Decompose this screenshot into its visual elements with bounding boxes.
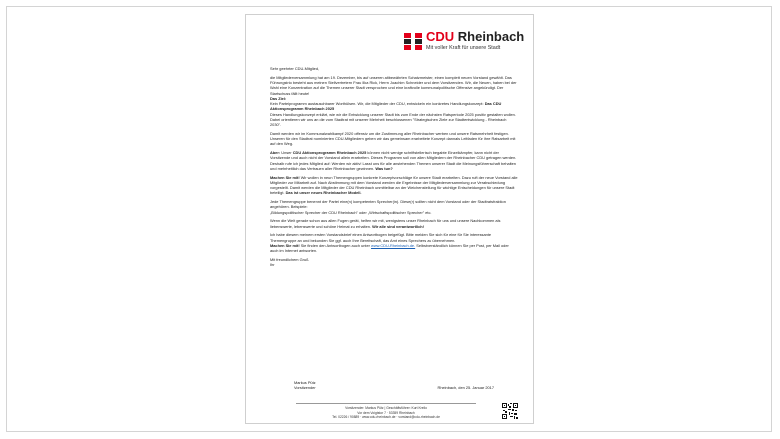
brand-tagline: Mit voller Kraft für unsere Stadt (426, 45, 501, 51)
paragraph-1-text: die Mitgliederversammlung hat am 19. Dezember, bis auf unseren altbewährten Schatzmeister, einen komplett neuen Vorstand gewählt. Das Führungstrio besteht aus meinen Stellvertretern Frau Ilka Rick, Herrn Joachim Schneider und dem Vorsitzenden. Wir, die Neuen, haben bei der Wahl eine Konzentration auf die Themen unserer Stadt versprochen und eine kraftvolle kommunalpolitische Offensive angekündigt. Der Startschuss fällt heute! (270, 74, 517, 96)
paragraph-3-program: CDU Aktionsprogramm Rheinbach 2025 (292, 150, 367, 155)
cdu-logo (403, 29, 525, 55)
closing-greeting: Mit freundlichem Gruß (270, 256, 309, 262)
goal-rest: Dieses Handlungskonzept erklärt, wie wir die Entwicklung unserer Stadt bis zum Ende der nächsten Ratsperiode 2025 positiv gestalten wollen. Dabei orientieren wir uns an die vom Stadtrat mit unserer Mehrheit beschlossenen "Strategischen Ziele zur Stadtentwicklung - Rheinbach 2030". (270, 111, 516, 127)
place-date: Rheinbach, den 25. Januar 2017 (437, 385, 494, 390)
paragraph-7 (270, 232, 518, 253)
closing (270, 257, 518, 268)
goal-label: Das Ziel: (270, 95, 287, 101)
paragraph-4-text: Wir wollen in neun Themengruppen konkrete Konzeptvorschläge für unsere Stadt erarbeiten. Dazu ruft der neue Vorstand alle Mitglieder zur Mitarbeit auf. Nach Abstimmung mit dem Vorstand werden die Ergebnisse der Mitgliederversammlung zur Verabschiedung vorgestellt. Damit werden die Mitglieder der CDU Rheinbach unmittelbar an der Weichenstellung für wichtige Entscheidungen für unsere Stadt beteiligt. (270, 174, 518, 196)
goal-program-name: Das CDU Aktionsprogramm Rheinbach 2025 (270, 101, 502, 112)
signature-block (294, 380, 494, 390)
footer-line-2: Vor dem Voigtstor 7 · 53359 Rheinbach (357, 410, 415, 415)
paragraph-4 (270, 175, 518, 196)
paragraph-6 (270, 218, 518, 229)
letter-page (245, 14, 534, 424)
signature-name: Markus Pütz (294, 380, 316, 385)
footer-line-3: Tel. 02226 / 90889 · www.cdu-rheinbach.de · vorstand@cdu-rheinbach.de (332, 415, 440, 420)
paragraph-5-text: Jede Themengruppe benennt der Partei eine(n) kompetenten Sprecher(in). Diese(r) sollten nicht dem Vorstand oder der Stadtratsfraktion angehören. Beispiele: (270, 199, 506, 210)
paragraph-5 (270, 199, 518, 215)
cdu-website-link[interactable]: www.CDU-Rheinbach.de. (371, 242, 416, 248)
footer-divider (296, 403, 476, 404)
letter-footer (296, 403, 476, 420)
paragraph-6-bold: Wir alle sind verantwortlich! (372, 223, 424, 229)
paragraph-7-lead: Machen Sie mit! (270, 242, 300, 248)
paragraph-3-b: können nicht wenige schriftstellerisch begabte Einzelkämpfer, kann nicht der Vorsitzende und auch nicht der Vorstand allein erarbeiten. Dieses Programm soll von allen Mitgliedern der Rheinbacher CDU getragen werden. Deshalb rufe ich jedes Mitglied auf: Werden wir aktiv! Lasst uns für alle anstehenden Themen unserer Stadt die Meinungsführerschaft behalten und mehrheitlich das Vertrauen aller Rheinbacher gewinnen. (270, 150, 517, 171)
paragraph-7-text: Ich habe diesem meinem ersten Vorstandsbrief einen Antwortbogen beigefügt. Bitte melden Sie sich für eine für Sie interessante Themengruppe an und bekunden Sie ggf. auch Ihre Bereitschaft, das Amt eines Sprechers zu übernehmen. (270, 232, 492, 243)
paragraph-4-lead: Machen Sie mit! (270, 174, 300, 180)
brand-cdu: CDU (426, 29, 455, 44)
paragraph-4-bold: Das ist unser neues Rheinbacher Modell. (285, 190, 362, 196)
paragraph-1 (270, 75, 518, 128)
paragraph-3 (270, 150, 518, 171)
paragraph-3-end: Was tun? (375, 165, 393, 171)
footer-line-1: Vorsitzender: Markus Pütz | Geschäftsführer: Kurt Kreilo (345, 406, 427, 410)
paragraph-6-text: Wenn die Welt gerade schon aus allen Fugen gerät, helfen wir mit, wenigstens unser Rheinbach für uns und unsere Nachkommen als liebenswerte, lebenswerte und schöne Heimat zu erhalten. (270, 218, 501, 229)
qr-code-icon (502, 403, 518, 419)
paragraph-2: Damit werden wir im Kommunalwahlkampf 2020 offensiv um die Zustimmung aller Rheinbacher werben und unsere Ratsmehrheit festigen. Unseren für den Stadtrat nominierten CDU-Mitgliedern geben wir das gemeinsam erarbeitete Konzept dannals Leitfaden für ihre Ratsarbeit mit auf den Weg. (270, 130, 516, 147)
brand-city: Rheinbach (457, 29, 525, 44)
signature-role: Vorsitzender (294, 385, 316, 391)
paragraph-3-a: Unser (281, 150, 292, 155)
paragraph-5-examples: „Bildungspolitischer Sprecher der CDU Rheinbach" oder „Wirtschaftspolitischer Sprecher" etc. (270, 209, 432, 215)
closing-ihr: Ihr (270, 262, 275, 267)
paragraph-7-a: Sie finden den Antwortbogen auch unter (300, 242, 370, 248)
brand-name (426, 30, 524, 44)
paragraph-7-b: Selbstverständlich können Sie per Post, per Mail oder auch im Internet antworten. (270, 242, 509, 253)
salutation: Sehr geehrter CDU-Mitglied, (270, 66, 320, 71)
cdu-flag-icon (403, 31, 423, 55)
paragraph-3-lead: Aber: (270, 150, 281, 155)
letter-body (270, 66, 518, 271)
goal-text: Kein Parteiprogramm austauschbarer Worthülsen. Wir, die Mitglieder der CDU, entwickeln ein konkretes Handlungskonzept: (270, 101, 484, 106)
